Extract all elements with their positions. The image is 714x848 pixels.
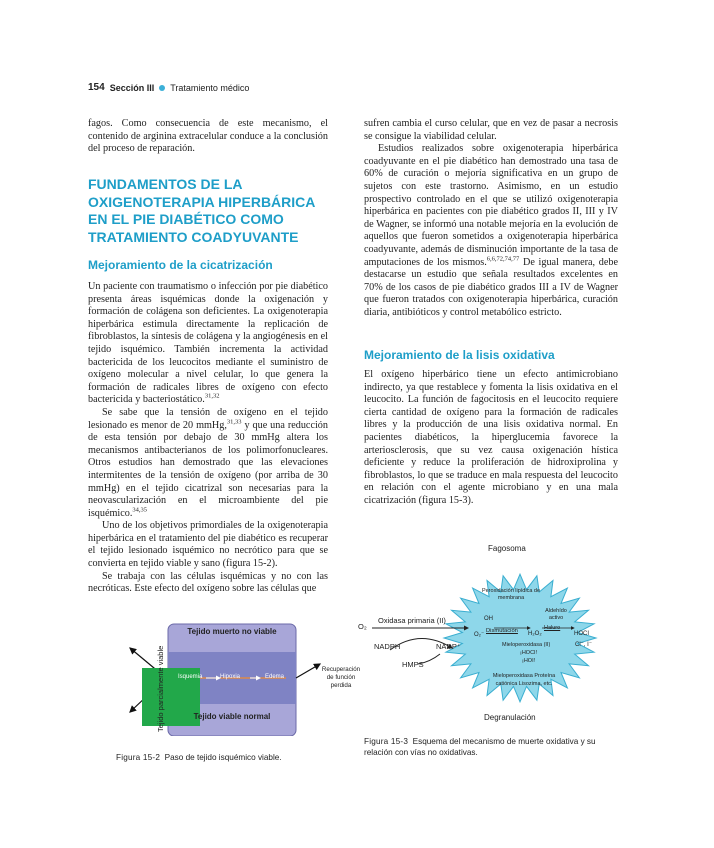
fig3-o2minus: O₂⁻ — [474, 632, 485, 638]
running-header — [88, 82, 249, 93]
fig3-o2: O₂ — [358, 622, 367, 631]
figure-15-2-caption: Figura 15-2 Paso de tejido isquémico viable. — [116, 753, 282, 762]
fig3-hmps: HMPS — [402, 660, 424, 669]
arrow-right — [296, 664, 320, 678]
section-label: Sección III — [109, 82, 155, 93]
fig3-fagosoma: Fagosoma — [488, 544, 526, 553]
fig3-peroxidacion: Peroxidación lipídica de membrana — [481, 588, 541, 601]
subheading-cicatrizacion: Mejoramiento de la cicatrización — [88, 258, 273, 272]
fig2-vertical-label: Tejido parcialmente viable — [156, 645, 165, 732]
fig3-nonox: Mieloperoxidasa Proteína catiónica Lisozima, etc. — [492, 673, 556, 687]
left-paragraph-0: fagos. Como consecuencia de este mecanismo, el contenido de arginina extracelular conduce a la conclusión del proceso de reparación. — [88, 118, 328, 155]
fig3-aldehido: Aldehído activo — [545, 608, 567, 621]
right-body-bottom: El oxígeno hiperbárico tiene un efecto antimicrobiano indirecto, ya que restablece y fomenta la lisis oxidativa en el leucocito. La función de fagocitosis en el leucocito requiere cierta cantidad de oxígeno para la formación de radicales libres y la producción de una lisis oxidativa normal. En pacientes diabéticos, la hiperglucemia favorece la arteriosclerosis, que su vez causa oxigenación hística deficiente y reduce la proliferación de hidroxiprolina y fibroblastos, lo que se traduce en mala respuesta del leucocito en relación con el agente microbiano y en una mala cicatrización (figura 15-3). — [364, 369, 618, 506]
left-body: Un paciente con traumatismo o infección por pie diabético presenta áreas isquémicas donde la oxigenación y formación de colágena son deficientes. La oxigenoterapia hiperbárica estimula directamente la replicación de fibroblastos, la síntesis de colágena y la angiogénesis en el tejido isquémico. También incrementa la actividad bactericida de los leucocitos mediante el suministro de oxígeno molecular a nivel celular, lo que genera la formación de radicales libres de oxígeno con efecto bactericida y bacteriostático.$^{31,32}$ Se sabe que la tensión de oxígeno en el tejido lesionado es menor de 20 mmHg,$^{31,33}$ y que una reducción de esta tensión por debajo de 30 mmHg altera los mecanismos antibacterianos de los polimorfonucleares. Otros estudios han demostrado que las elevaciones intermitentes de la tensión de oxígeno (por arriba de 30 mmHg) en el tejido cicatrizal son necesarias para la neovascularización en el microambiente del pie isquémico.$^{34,35}$ Uno de los objetivos primordiales de la oxigenoterapia hiperbárica en el tratamiento del pie diabético es recuperar el tejido lesionado isquémico no necrótico para que se convierta en tejido viable y sano (figura 15-2). Se trabaja con las células isquémicas y no con las necróticas. Este efecto del oxígeno sobre las células que — [88, 281, 328, 595]
right-body-top: sufren cambia el curso celular, que en vez de pasar a necrosis se consigue la viabilidad celular. Estudios realizados sobre oxigenoterapia hiperbárica coadyuvante en el pie diabético han demostrado una tasa de 60% de curación o mejoría significativa en un grupo de sujetos con este trastorno. Asimismo, en un estudio prospectivo controlado en el que se utilizó oxigenoterapia hiperbárica en pacientes con pie diabético grados II, III y IV de Wagner, se informó una notable mejoría en la evolución de aquellos que fueron sometidos a oxigenoterapia hiperbárica coadyuvante, además de disminución importante de la tasa de amputaciones de los mismos.$^{6,6,72,74,77}$ De igual manera, debe destacarse un estudio que señala resultados excelentes en 70% de los casos de pie diabético grados III a IV de Wagner que fueron tratados con oxigenoterapia hiperbárica, curación diaria, antibióticos y control metabólico estricto. — [364, 118, 618, 318]
subheading-lisis: Mejoramiento de la lisis oxidativa — [364, 348, 555, 362]
section-heading: FUNDAMENTOS DE LA OXIGENOTERAPIA HIPERBÁRICA EN EL PIE DIABÉTICO COMO TRATAMIENTO COADYUVANTE — [88, 176, 315, 245]
fig3-nadph: NADPH — [374, 642, 401, 651]
fig3-h2o2: H₂O₂ — [528, 631, 542, 637]
fig3-haluro: Haluro — [544, 625, 561, 631]
fig2-flow-0: Isquemia — [178, 674, 203, 680]
fig3-cl: Cl⁻, I⁻ — [575, 642, 593, 648]
section-title: Tratamiento médico — [170, 82, 250, 93]
figure-15-3-caption: Figura 15-3 Esquema del mecanismo de muerte oxidativa y su relación con vías no oxidativas. — [364, 737, 596, 757]
fig3-hoci: HOCI — [574, 631, 589, 637]
fig3-hoi: ¡HOI! — [522, 658, 536, 664]
page-number: 154 — [88, 82, 105, 93]
fig2-bottom-label: Tejido viable normal — [193, 712, 271, 721]
fig3-degranulacion: Degranulación — [484, 713, 536, 722]
fig3-oh: OH — [484, 616, 493, 622]
fig2-flow-2: Edema — [265, 674, 285, 680]
fig2-flow-1: Hipoxia — [220, 674, 241, 680]
fig3-mielo1: Mieloperoxidasa (II) — [502, 642, 551, 648]
fig3-nadp: NADP⁺ — [436, 642, 461, 651]
fig3-oxidasa: Oxidasa primaria (II) — [378, 616, 446, 625]
fig3-dismutacion: Dismutación — [486, 628, 518, 634]
bullet-icon — [159, 85, 165, 91]
fig3-hoc: ¡HOCI! — [520, 650, 538, 656]
fig2-top-label: Tejido muerto no viable — [187, 627, 277, 636]
fig2-right-label: Recuperación de función perdida — [321, 666, 361, 689]
